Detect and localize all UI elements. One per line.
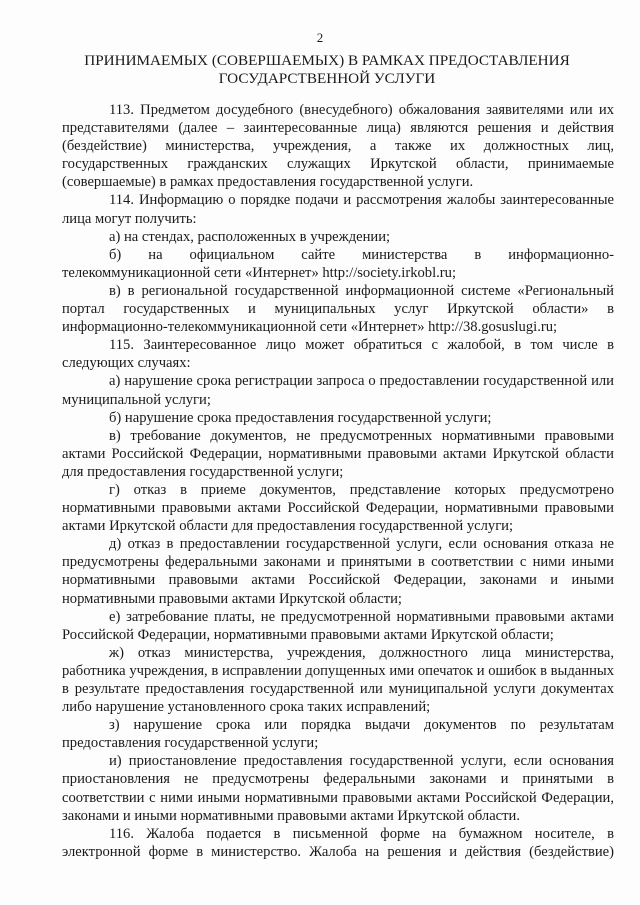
paragraph-115-b: б) нарушение срока предоставления государственной услуги; <box>109 409 492 426</box>
section-heading-line-1: ПРИНИМАЕМЫХ (СОВЕРШАЕМЫХ) В РАМКАХ ПРЕДОСТАВЛЕНИЯ <box>84 52 570 69</box>
paragraph-115-z: з) нарушение срока или порядка выдачи документов по результатам предоставления государственной услуги; <box>62 717 614 752</box>
page-number: 2 <box>316 30 324 45</box>
paragraph-114-b: б) на официальном сайте министерства в информационно-телекоммуникационной сети «Интернет» http://society.irkobl.ru; <box>62 246 614 281</box>
section-heading <box>62 52 592 88</box>
paragraph-116: 116. Жалоба подается в письменной форме на бумажном носителе, в электронной форме в министерство. Жалоба на решения и действия (бездействие) <box>62 825 614 860</box>
paragraph-114-a: а) на стендах, расположенных в учреждении; <box>109 228 391 245</box>
paragraph-113: 113. Предметом досудебного (внесудебного) обжалования заявителями или их представителями (далее – заинтересованные лица) являются решения и действия (бездействие) министерства, учреждения, а также их должностных лиц, государственных гражданских служащих Иркутской области, принимаемые (совершаемые) в рамках предоставления государственной услуги. <box>62 102 614 191</box>
paragraph-115-zh: ж) отказ министерства, учреждения, должностного лица министерства, работника учреждения, в исправлении допущенных ими опечаток и ошибок в выданных в результате предоставления государственной или муниципальной услуги документах либо нарушение установленного срока таких исправлений; <box>62 644 614 716</box>
paragraph-115: 115. Заинтересованное лицо может обратиться с жалобой, в том числе в следующих случаях: <box>62 337 614 372</box>
paragraph-115-g: г) отказ в приеме документов, представление которых предусмотрено нормативными правовыми актами Российской Федерации, нормативными правовыми актами Иркутской области для предоставления государственной услуги; <box>62 481 614 535</box>
document-body <box>62 101 614 861</box>
paragraph-115-i: и) приостановление предоставления государственной услуги, если основания приостановления не предусмотрены федеральными законами и принятыми в соответствии с ними иными нормативными правовыми актами Российской Федерации, законами и иными нормативными правовыми актами Иркутской области. <box>62 753 614 824</box>
paragraph-115-a: а) нарушение срока регистрации запроса о предоставлении государственной или муниципальной услуги; <box>62 373 614 408</box>
paragraph-115-v: в) требование документов, не предусмотренных нормативными правовыми актами Российской Федерации, нормативными правовыми актами Иркутской области для предоставления государственной услуги; <box>62 427 614 480</box>
paragraph-115-d: д) отказ в предоставлении государственной услуги, если основания отказа не предусмотрены федеральными законами и принятыми в соответствии с ними иными нормативными правовыми актами Российской Федерации, законами и иными нормативными правовыми актами Иркутской области; <box>62 536 614 607</box>
section-heading-line-2: ГОСУДАРСТВЕННОЙ УСЛУГИ <box>218 70 436 87</box>
paragraph-114-v: в) в региональной государственной информационной системе «Региональный портал государственных и муниципальных услуг Иркутской области» в информационно-телекоммуникационной сети «Интернет» http://38.gosuslugi.ru; <box>62 282 614 336</box>
paragraph-114: 114. Информацию о порядке подачи и рассмотрения жалобы заинтересованные лица могут получить: <box>62 192 614 227</box>
paragraph-115-e: е) затребование платы, не предусмотренной нормативными правовыми актами Российской Федерации, нормативными правовыми актами Иркутской области; <box>62 608 614 643</box>
